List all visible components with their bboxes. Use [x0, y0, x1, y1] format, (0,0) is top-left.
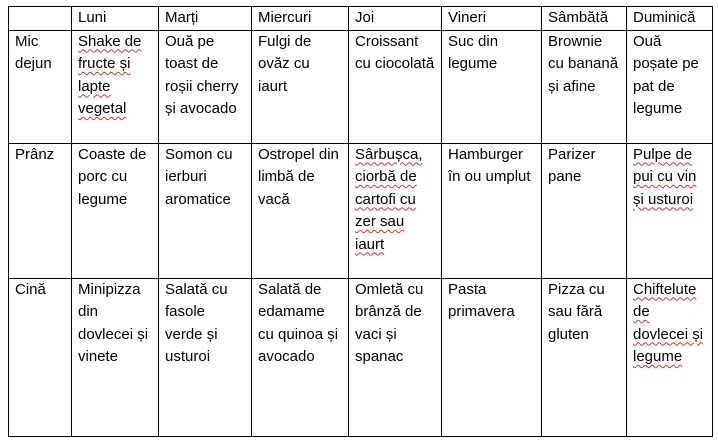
dinner-friday: Pasta primavera [442, 278, 542, 436]
breakfast-sunday: Ouă poșate pe pat de legume [627, 30, 713, 143]
dinner-wednesday: Salată de edamame cu quinoa și avocado [252, 278, 349, 436]
weekly-meal-plan-table [8, 6, 713, 437]
header-wednesday: Miercuri [252, 7, 349, 31]
lunch-wednesday: Ostropel din limbă de vacă [252, 143, 349, 278]
breakfast-tuesday: Ouă pe toast de roșii cherry și avocado [159, 30, 252, 143]
dinner-thursday: Omletă cu brânză de vaci și spanac [349, 278, 442, 436]
header-monday: Luni [72, 7, 159, 31]
meal-text: Shake de fructe și lapte vegetal [78, 32, 142, 117]
lunch-monday: Coaste de porc cu legume [72, 143, 159, 278]
lunch-saturday: Parizer pane [542, 143, 627, 278]
breakfast-wednesday: Fulgi de ovăz cu iaurt [252, 30, 349, 143]
breakfast-thursday: Croissant cu ciocolată [349, 30, 442, 143]
header-sunday: Duminică [627, 7, 713, 31]
meal-text: Pulpe de pui cu vin și usturoi [633, 145, 697, 208]
dinner-saturday: Pizza cu sau fără gluten [542, 278, 627, 436]
header-thursday: Joi [349, 7, 442, 31]
row-label-dinner: Cină [9, 278, 72, 436]
header-tuesday: Marți [159, 7, 252, 31]
meal-text: Sârbușca, ciorbă de cartofi cu zer sau iaurt [355, 145, 423, 253]
breakfast-monday [72, 30, 159, 143]
meal-text: Chiftelute de dovlecei și legume [633, 280, 704, 365]
header-friday: Vineri [442, 7, 542, 31]
header-row [9, 7, 713, 31]
table-row-breakfast [9, 30, 713, 143]
breakfast-friday: Suc din legume [442, 30, 542, 143]
dinner-tuesday: Salată cu fasole verde și usturoi [159, 278, 252, 436]
table-row-dinner [9, 278, 713, 436]
breakfast-saturday: Brownie cu banană și afine [542, 30, 627, 143]
lunch-friday: Hamburger în ou umplut [442, 143, 542, 278]
dinner-monday: Minipizza din dovlecei și vinete [72, 278, 159, 436]
dinner-sunday [627, 278, 713, 436]
lunch-tuesday: Somon cu ierburi aromatice [159, 143, 252, 278]
lunch-thursday [349, 143, 442, 278]
table-row-lunch [9, 143, 713, 278]
lunch-sunday [627, 143, 713, 278]
corner-cell [9, 7, 72, 31]
row-label-lunch: Prânz [9, 143, 72, 278]
header-saturday: Sâmbătă [542, 7, 627, 31]
row-label-breakfast: Mic dejun [9, 30, 72, 143]
